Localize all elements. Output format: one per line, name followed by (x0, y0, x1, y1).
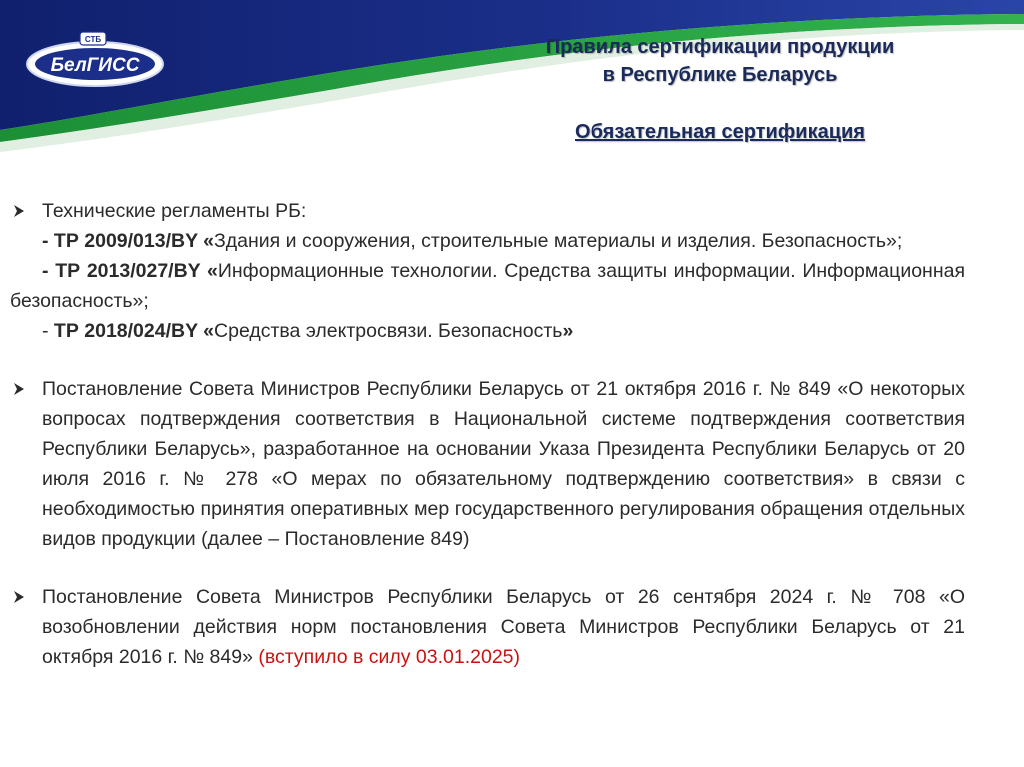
slide-content (10, 196, 965, 672)
resolution-708-item (10, 582, 965, 672)
regulation-item (10, 316, 965, 346)
page-title-line-1: Правила сертификации продукции (545, 36, 895, 58)
arrow-bullet-icon (10, 196, 32, 226)
logo-text: БелГИСС (50, 55, 140, 76)
regulation-code: ТР 2018/024/BY « (53, 320, 215, 342)
belgiss-logo (22, 28, 168, 92)
regulation-code: ТР 2013/027/BY « (55, 260, 218, 282)
arrow-bullet-icon (10, 582, 32, 612)
regulation-title: Информационные технологии. Средства защиты информации. Информационная безопасность»; (10, 260, 966, 312)
title-block (440, 33, 1000, 145)
resolution-849-text: Постановление Совета Министров Республики Беларусь от 21 октября 2016 г. № 849 «О некоторых вопросах подтверждения соответствия в Национальной системе подтверждения соответствия Республики Беларусь», разработанное на основании Указа Президента Республики Беларусь от 20 июля 2016 г. № 278 «О мерах по обязательному подтверждению соответствия» в связи с необходимостью принятия оперативных мер государственного регулирования обращения отдельных видов продукции (далее – Постановление 849) (42, 378, 965, 550)
regulation-dash: - (42, 320, 49, 342)
regulation-dash: - (42, 260, 49, 282)
arrow-bullet-icon (10, 374, 32, 404)
regulation-code: ТР 2009/013/BY « (53, 230, 215, 252)
logo-mark: СТБ (84, 35, 102, 44)
regulation-close-quote: » (562, 320, 574, 342)
regulation-title: Здания и сооружения, строительные материалы и изделия. Безопасность»; (214, 230, 903, 252)
page-title-line-2: в Республике Беларусь (602, 64, 838, 86)
regulation-dash: - (42, 230, 49, 252)
effective-date-note: (вступило в силу 03.01.2025) (258, 646, 521, 668)
regulations-heading: Технические регламенты РБ: (42, 200, 307, 222)
regulation-title: Средства электросвязи. Безопасность (214, 320, 563, 342)
resolution-849-item (10, 374, 965, 554)
regulation-item (10, 226, 965, 256)
regulation-item (10, 256, 965, 316)
page-subtitle: Обязательная сертификация (575, 121, 865, 143)
regulations-heading-row (10, 196, 965, 226)
resolution-708-text: Постановление Совета Министров Республики Беларусь от 26 сентября 2024 г. № 708 «О возобновлении действия норм постановления Совета Министров Республики Беларусь от 21 октября 2016 г. № 849» (42, 586, 965, 668)
